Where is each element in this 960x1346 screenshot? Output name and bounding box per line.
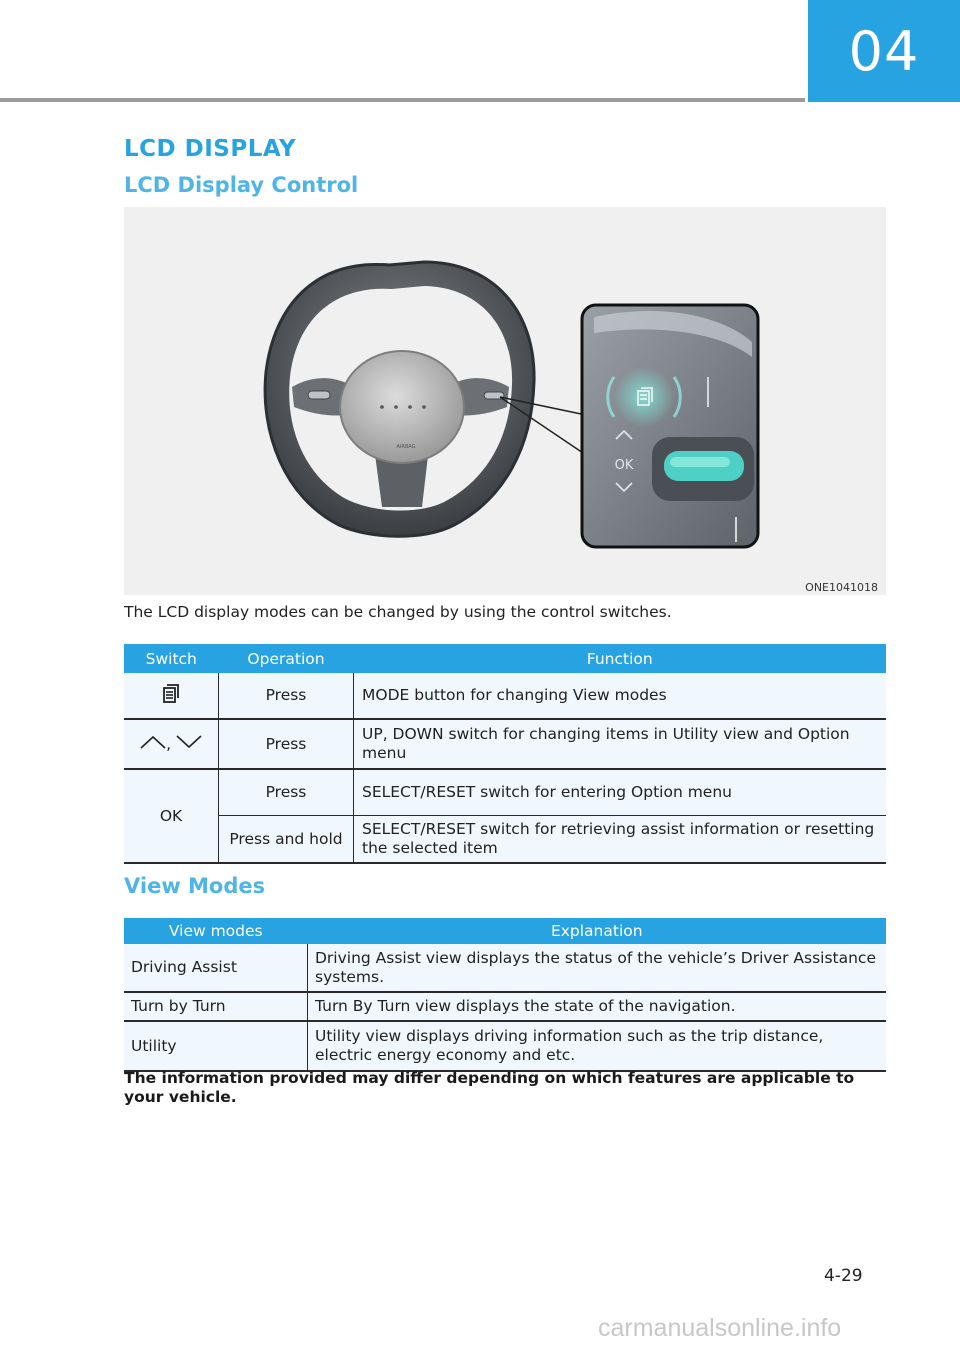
switch-cell [124,719,219,769]
table-row [124,816,886,864]
operation-cell: Press [219,719,354,769]
switch-cell: OK [124,769,219,863]
operation-cell: Press [219,673,354,719]
steering-wheel-figure [124,207,886,595]
header-view-modes: View modes [124,918,308,944]
control-switch-inset [582,305,758,547]
ok-label: OK [614,458,634,473]
table-row [124,944,886,992]
control-switch-table [124,644,886,864]
function-cell: UP, DOWN switch for changing items in Utility view and Option menu [354,719,887,769]
view-modes-table [124,918,886,1072]
view-mode-cell: Driving Assist [124,944,308,992]
mode-button-glow [614,367,674,427]
airbag-label: AIRBAG [396,444,416,450]
table-row [124,992,886,1021]
up-chevron-icon [140,735,166,754]
function-cell: MODE button for changing View modes [354,673,887,719]
view-mode-cell: Turn by Turn [124,992,308,1021]
header-function: Function [354,644,887,673]
explanation-cell: Utility view displays driving information such as the trip distance, electric energy economy and etc. [308,1021,887,1071]
figure-code: ONE1041018 [805,581,878,594]
section-title: LCD DISPLAY [124,136,297,162]
header-switch: Switch [124,644,219,673]
operation-cell: Press and hold [219,816,354,864]
chapter-tab: 04 [808,0,960,102]
header-explanation: Explanation [308,918,887,944]
applicability-note: The information provided may differ depending on which features are applicable to your vehicle. [124,1069,855,1107]
table-row [124,1021,886,1071]
intro-text: The LCD display modes can be changed by using the control switches. [124,603,672,621]
view-mode-cell: Utility [124,1021,308,1071]
header-operation: Operation [219,644,354,673]
explanation-cell: Turn By Turn view displays the state of the navigation. [308,992,887,1021]
view-modes-title: View Modes [124,874,266,898]
header-rule [0,98,805,102]
table-row [124,673,886,719]
switch-separator: , [166,734,171,753]
steering-wheel-illustration [124,207,886,595]
operation-cell: Press [219,769,354,816]
explanation-cell: Driving Assist view displays the status of the vehicle’s Driver Assistance systems. [308,944,887,992]
mode-icon [162,683,180,708]
function-cell: SELECT/RESET switch for retrieving assist information or resetting the selected item [354,816,887,864]
subsection-title: LCD Display Control [124,173,359,197]
table-row [124,769,886,816]
table-row [124,719,886,769]
function-cell: SELECT/RESET switch for entering Option menu [354,769,887,816]
page-number: 4-29 [824,1266,863,1286]
down-chevron-icon [176,735,202,754]
watermark: carmanualsonline.info [598,1314,842,1342]
switch-cell [124,673,219,719]
